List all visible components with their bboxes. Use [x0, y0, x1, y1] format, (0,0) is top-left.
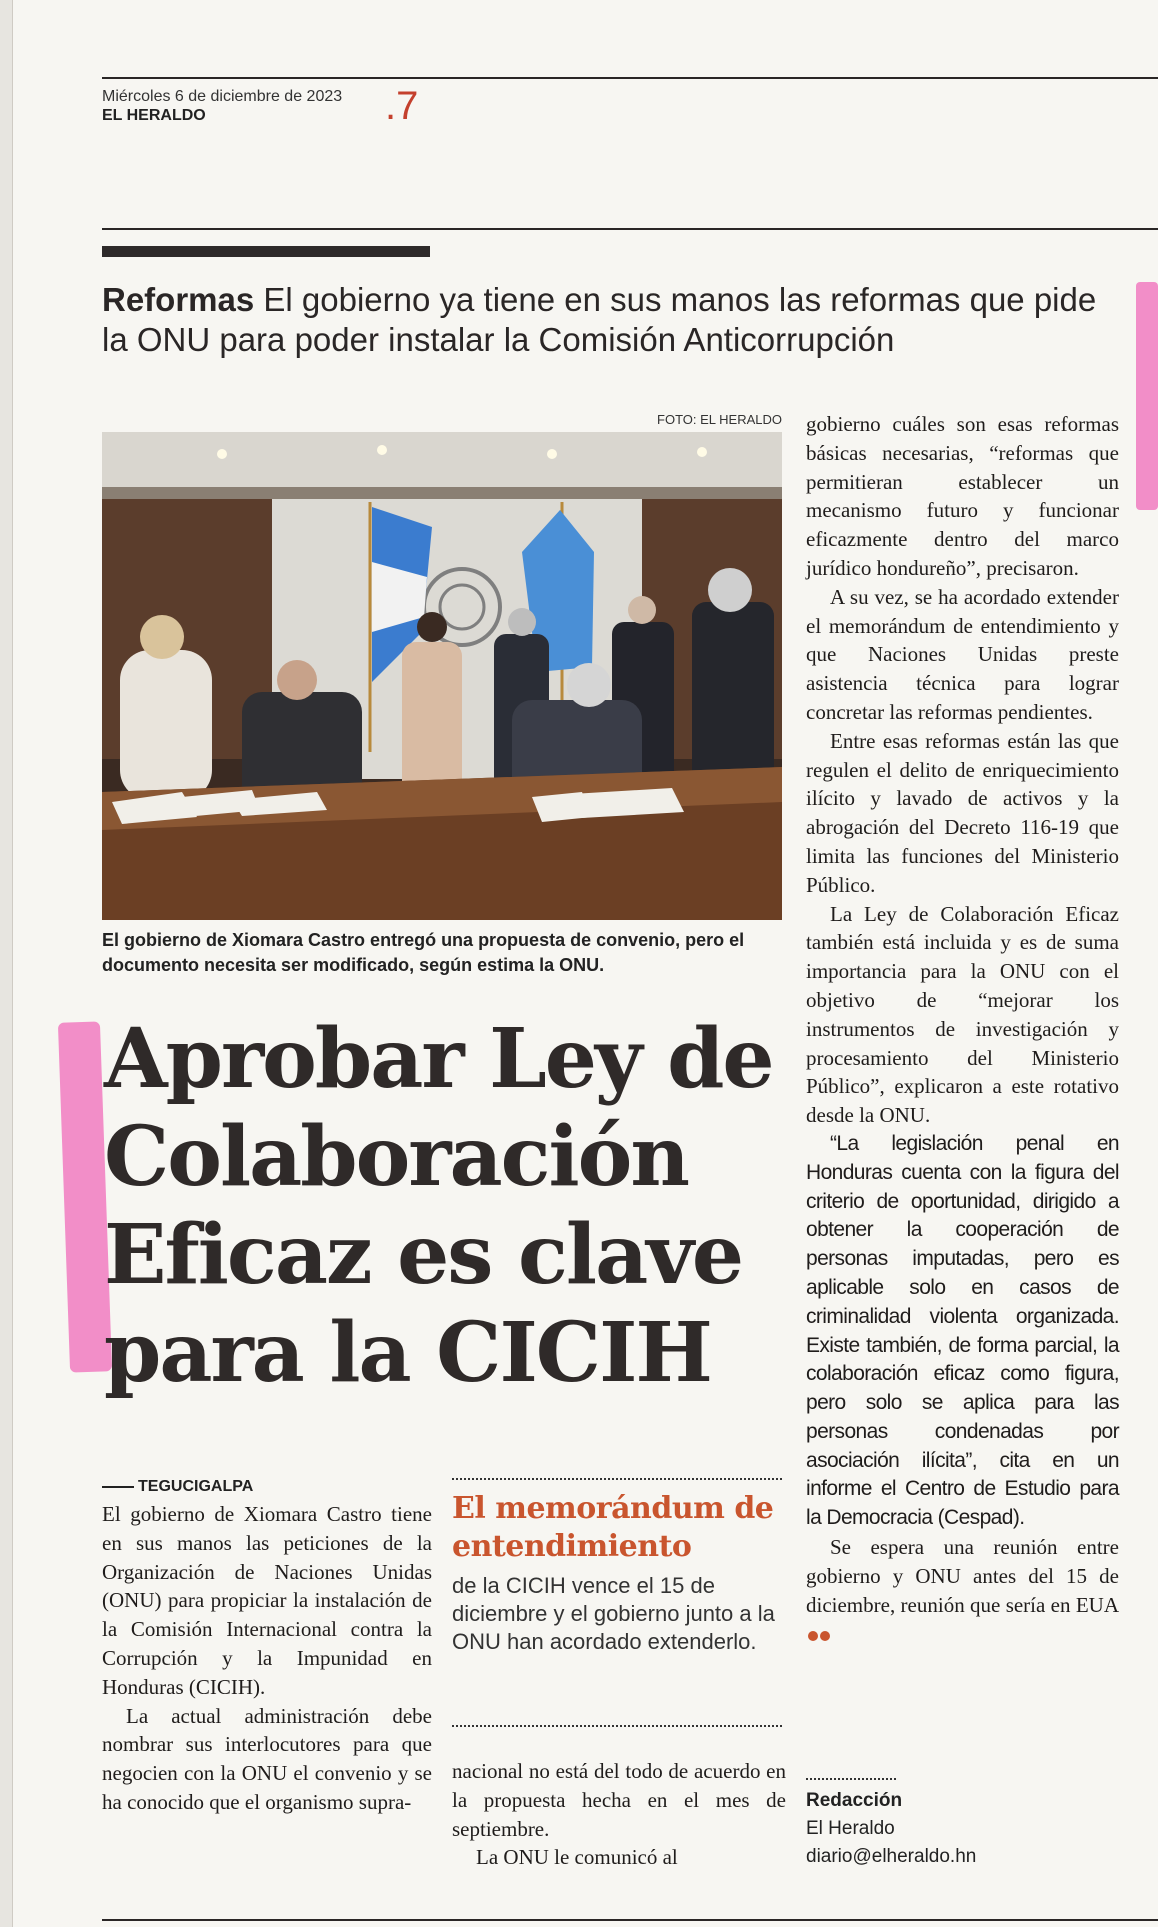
issue-date: Miércoles 6 de diciembre de 2023: [102, 88, 343, 105]
sidebar-top-rule: [452, 1478, 782, 1480]
quote-paragraph: “La legislación penal en Honduras cuenta con la figura del criterio de oportunidad, dirigido a obtener la cooperación de personas imputadas, pero es aplicable solo en casos de criminalidad violenta organizada. Existe también, de forma parcial, la colaboración eficaz como figura, pero solo se aplica para las personas condenadas por asociación ilícita”, cita en un informe el Centro de Estudio para la Democracia (Cespad).: [806, 1131, 1119, 1530]
kicker-text: El gobierno ya tiene en sus manos las reformas que pide la ONU para poder instalar la Comisión Anticorrupción: [102, 281, 1097, 358]
paragraph: A su vez, se ha acordado extender el memorándum de entendimiento y que Naciones Unidas preste asistencia técnica para lograr concretar las reformas pendientes.: [806, 584, 1119, 724]
dateline-text: TEGUCIGALPA: [138, 1478, 254, 1495]
signature-label: Redacción: [806, 1790, 903, 1811]
headline-line-2: Colaboración: [104, 1109, 688, 1205]
dateline-dash: [102, 1486, 134, 1488]
paragraph: La actual administración debe nombrar sus interlocutores para que negocien con la ONU el convenio y se ha conocido que el organismo supra-: [102, 1703, 432, 1814]
paragraph: La ONU le comunicó al: [476, 1845, 678, 1870]
article-column-2: [452, 1757, 786, 1872]
header-top-rule: [102, 77, 1158, 79]
kicker: [102, 280, 1112, 360]
signature: [806, 1787, 1106, 1871]
dateline: [102, 1478, 432, 1496]
paragraph: nacional no está del todo de acuerdo en la propuesta hecha en el mes de septiembre.: [452, 1759, 786, 1841]
kicker-bar: [102, 246, 430, 257]
highlighter-mark-right: [1136, 282, 1158, 510]
end-mark-icon: [820, 1631, 830, 1641]
sidebar-bottom-rule: [452, 1725, 782, 1727]
page-number: .7: [385, 84, 419, 128]
paragraph: La Ley de Colaboración Eficaz también está incluida y es de suma importancia para la ONU con el objetivo de “mejorar los instrumentos de investigación y procesamiento del Ministerio Público”, explicaron a este rotativo desde la ONU.: [806, 901, 1119, 1128]
sidebar-text: de la CICIH vence el 15 de diciembre y el gobierno junto a la ONU han acordado extenderlo.: [452, 1573, 775, 1654]
news-photo: [102, 432, 782, 920]
photo-credit: FOTO: EL HERALDO: [657, 412, 782, 427]
headline-line-3: Eficaz es clave: [104, 1207, 743, 1303]
headline: [104, 1010, 804, 1402]
header-bottom-rule: [102, 228, 1158, 230]
end-mark-icon: [808, 1631, 818, 1641]
paragraph: gobierno cuáles son esas reformas básicas necesarias, “reformas que permitieran establecer un mecanismo futuro y funcionar eficazmente dentro del marco jurídico hondureño”, precisaron.: [806, 412, 1119, 580]
kicker-label: Reformas: [102, 281, 255, 318]
article-column-1: [102, 1500, 432, 1817]
signature-email[interactable]: diario@elheraldo.hn: [806, 1846, 977, 1867]
closing-text: Se espera una reunión entre gobierno y ONU antes del 15 de diciembre, reunión que sería en EUA: [806, 1535, 1119, 1617]
publication-name: EL HERALDO: [102, 107, 206, 124]
paragraph: El gobierno de Xiomara Castro tiene en sus manos las peticiones de la Organización de Naciones Unidas (ONU) para propiciar la instalación de la Comisión Internacional contra la Corrupción y la Impunidad en Honduras (CICIH).: [102, 1502, 432, 1699]
sidebar-title: El memorándum de entendimiento: [452, 1491, 774, 1564]
closing-paragraph: [806, 1533, 1119, 1648]
signature-name: El Heraldo: [806, 1818, 895, 1839]
photo-caption: El gobierno de Xiomara Castro entregó una propuesta de convenio, pero el documento necesita ser modificado, según estima la ONU.: [102, 930, 745, 975]
headline-line-1: Aprobar Ley de: [104, 1011, 773, 1107]
signature-rule: [806, 1778, 896, 1780]
article-column-3: [806, 410, 1119, 1648]
page-edge: [0, 0, 13, 1927]
headline-line-4: para la CICIH: [104, 1305, 711, 1401]
footer-rule: [102, 1919, 1158, 1921]
paragraph: Entre esas reformas están las que regulen el delito de enriquecimiento ilícito y lavado de activos y la abrogación del Decreto 116-19 que limita las funciones del Ministerio Público.: [806, 728, 1119, 897]
